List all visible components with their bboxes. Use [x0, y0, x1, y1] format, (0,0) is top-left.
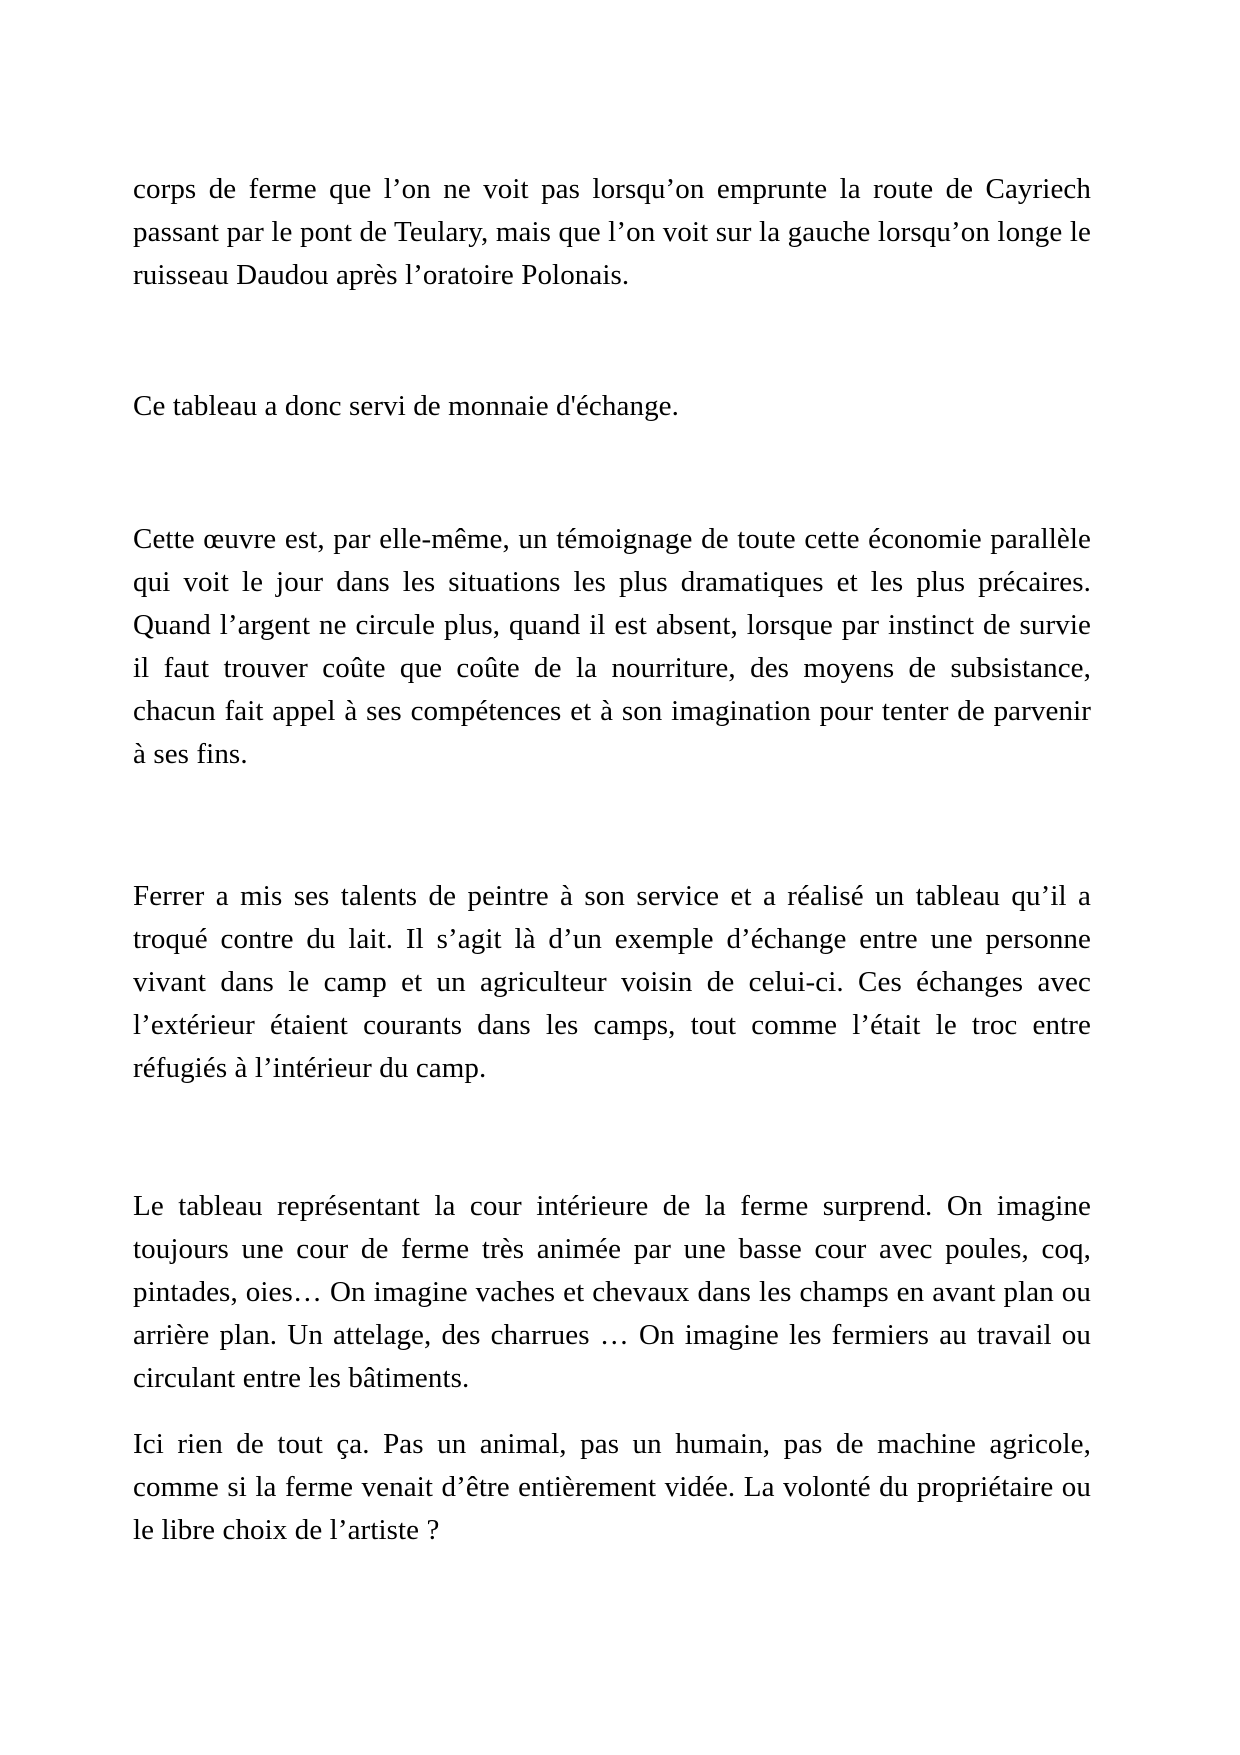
paragraph: Le tableau représentant la cour intérieure de la ferme surprend. On imagine toujours une cour de ferme très animée par une basse cour avec poules, coq, pintades, oies… On imagine vaches et chevaux dans les champs en avant plan ou arrière plan. Un attelage, des charrues … On imagine les fermiers au travail ou circulant entre les bâtiments.: [133, 1190, 1091, 1394]
paragraph: Ce tableau a donc servi de monnaie d'échange.: [133, 390, 679, 422]
paragraph: Ici rien de tout ça. Pas un animal, pas un humain, pas de machine agricole, comme si la ferme venait d’être entièrement vidée. La volonté du propriétaire ou le libre choix de l’artiste ?: [133, 1428, 1091, 1546]
text-block: [133, 168, 1091, 1552]
paragraph: Cette œuvre est, par elle-même, un témoignage de toute cette économie parallèle qui voit le jour dans les situations les plus dramatiques et les plus précaires. Quand l’argent ne circule plus, quand il est absent, lorsque par instinct de survie il faut trouver coûte que coûte de la nourriture, des moyens de subsistance, chacun fait appel à ses compétences et à son imagination pour tenter de parvenir à ses fins.: [133, 523, 1091, 770]
paragraph: Ferrer a mis ses talents de peintre à son service et a réalisé un tableau qu’il a troqué contre du lait. Il s’agit là d’un exemple d’échange entre une personne vivant dans le camp et un agriculteur voisin de celui-ci. Ces échanges avec l’extérieur étaient courants dans les camps, tout comme l’était le troc entre réfugiés à l’intérieur du camp.: [133, 880, 1091, 1084]
paragraph: corps de ferme que l’on ne voit pas lorsqu’on emprunte la route de Cayriech passant par le pont de Teulary, mais que l’on voit sur la gauche lorsqu’on longe le ruisseau Daudou après l’oratoire Polonais.: [133, 173, 1091, 291]
